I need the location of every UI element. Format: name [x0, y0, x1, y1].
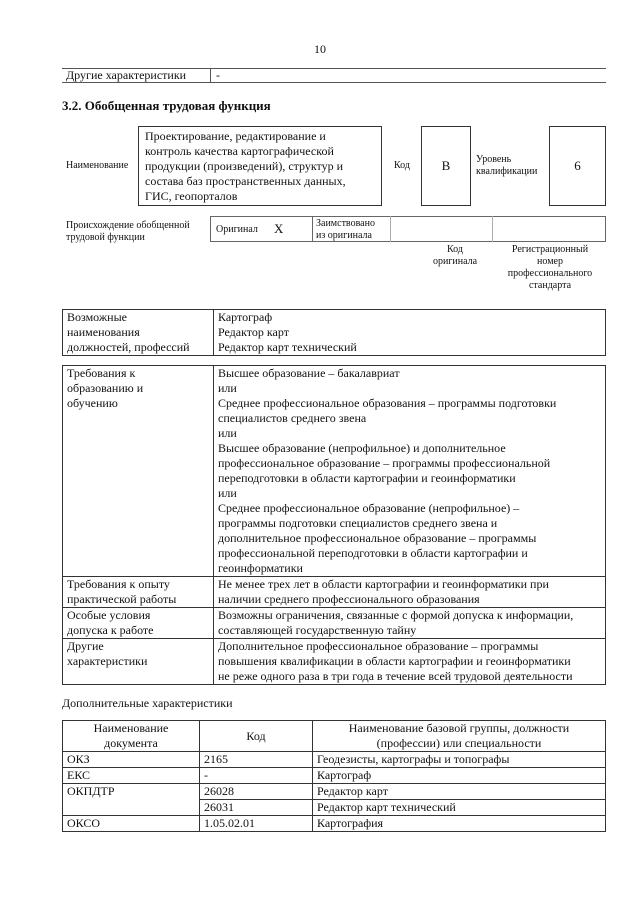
- cell-code: 26028: [200, 784, 313, 800]
- table-row: [63, 768, 606, 784]
- table-row: [63, 752, 606, 768]
- header-code: Код: [200, 721, 313, 752]
- origin-borrowed-label: Заимствовано из оригинала: [316, 218, 375, 241]
- func-name-value: Проектирование, редактирование и контроль качества картографической продукции (произведений), структур и состава баз пространственных данных, ГИС, геопорталов: [138, 126, 382, 206]
- table-row: [63, 577, 606, 608]
- cell-code: 2165: [200, 752, 313, 768]
- req-value: Высшее образование – бакалавриат или Среднее профессиональное образования – программы подготовки специалистов среднего звена или Высшее образование (непрофильное) и дополнительное профессиональное образование – программы профессиональной переподготовки в области картографии и геоинформатики или Среднее профессиональное образование (непрофильное) – программы подготовки специалистов среднего звена и дополнительное профессиональное образование – программы профессиональной переподготовки в области картографии и геоинформатики: [214, 366, 606, 577]
- positions-row: [63, 310, 606, 356]
- req-value: Дополнительное профессиональное образование – программы повышения квалификации в области картографии и геоинформатики не реже одного раза в три года в течение всей трудовой деятельности: [214, 639, 606, 685]
- origin-code-caption: Код оригинала: [432, 244, 478, 267]
- req-value: Не менее трех лет в области картографии и геоинформатики при наличии среднего профессионального образования: [214, 577, 606, 608]
- cell-group: Редактор карт технический: [313, 800, 606, 816]
- origin-box: [210, 216, 606, 242]
- cell-group: Картография: [313, 816, 606, 832]
- top-row-label: Другие характеристики: [66, 68, 187, 82]
- origin-original-label: Оригинал: [216, 224, 258, 235]
- top-row-divider: [210, 68, 211, 82]
- section-title: 3.2. Обобщенная трудовая функция: [62, 98, 271, 113]
- cell-document: ОКПДТР: [63, 784, 200, 816]
- func-code-value: B: [441, 158, 451, 173]
- requirements-table: [62, 365, 606, 685]
- header-document: Наименование документа: [63, 721, 200, 752]
- header-group: Наименование базовой группы, должности (профессии) или специальности: [313, 721, 606, 752]
- func-name-label: Наименование: [66, 160, 129, 171]
- table-row: [63, 608, 606, 639]
- req-label: Требования к образованию и обучению: [63, 366, 214, 577]
- cell-document: ЕКС: [63, 768, 200, 784]
- table-header-row: [63, 721, 606, 752]
- req-value: Возможны ограничения, связанные с формой допуска к информации, составляющей государственную тайну: [214, 608, 606, 639]
- req-label: Другие характеристики: [63, 639, 214, 685]
- func-code-label: Код: [394, 160, 410, 171]
- cell-document: ОКСО: [63, 816, 200, 832]
- top-row-value: -: [216, 68, 220, 82]
- origin-divider-3: [492, 216, 493, 242]
- positions-value: Картограф Редактор карт Редактор карт технический: [214, 310, 606, 356]
- origin-original-mark: X: [274, 221, 284, 236]
- origin-label: Происхождение обобщенной трудовой функции: [66, 220, 190, 243]
- cell-group: Геодезисты, картографы и топографы: [313, 752, 606, 768]
- table-row: [63, 366, 606, 577]
- cell-group: Картограф: [313, 768, 606, 784]
- func-level-label: Уровень квалификации: [476, 154, 538, 177]
- func-level-value: 6: [574, 158, 581, 173]
- page-number: 10: [314, 42, 326, 56]
- cell-code: 1.05.02.01: [200, 816, 313, 832]
- origin-divider-1: [312, 216, 313, 242]
- req-label: Требования к опыту практической работы: [63, 577, 214, 608]
- extra-title: Дополнительные характеристики: [62, 696, 233, 710]
- table-row: [63, 784, 606, 800]
- table-row: [63, 639, 606, 685]
- positions-label: Возможные наименования должностей, профессий: [63, 310, 214, 356]
- positions-table: [62, 309, 606, 356]
- extra-table: [62, 720, 606, 832]
- cell-group: Редактор карт: [313, 784, 606, 800]
- origin-divider-2: [390, 216, 391, 242]
- origin-reg-caption: Регистрационный номер профессионального стандарта: [507, 244, 593, 291]
- cell-document: ОКЗ: [63, 752, 200, 768]
- cell-code: -: [200, 768, 313, 784]
- req-label: Особые условия допуска к работе: [63, 608, 214, 639]
- cell-code: 26031: [200, 800, 313, 816]
- table-row: [63, 816, 606, 832]
